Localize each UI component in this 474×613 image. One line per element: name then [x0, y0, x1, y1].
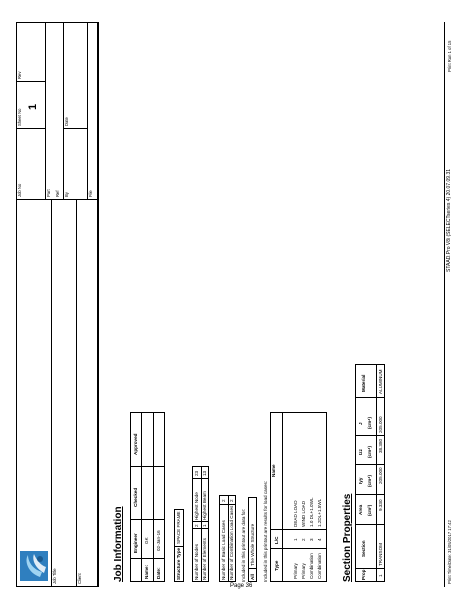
print-run: Print Run 1 of 15 — [447, 40, 452, 72]
sec-unit-izz: (cm⁴) — [367, 446, 372, 458]
rev-label: Rev — [17, 71, 22, 79]
highest-beam-label: Highest Beam — [202, 491, 207, 520]
sec-unit-j: (cm⁴) — [367, 417, 372, 429]
lc-header-type: Type — [274, 560, 279, 571]
sec-unit-area: (cm²) — [367, 504, 372, 516]
sec-header-prop: Prop — [361, 569, 366, 580]
lc-row-lc: 2 — [301, 538, 306, 541]
sec-header-section: Section — [361, 540, 366, 557]
date-value: 02-Jan-16 — [156, 530, 161, 551]
lc-row-type: Primary — [301, 563, 306, 579]
included-data-text: Included in this printout are data for: — [241, 508, 246, 582]
sec-header-material-label: Material — [361, 374, 366, 392]
highest-node-label: Highest Node — [193, 492, 199, 520]
staad-logo — [20, 551, 48, 581]
file-label: File — [88, 190, 93, 197]
elements-label: Number of Elements — [202, 538, 207, 580]
job-title-label: Job Title — [52, 568, 57, 584]
col-checked: Checked — [133, 487, 138, 507]
part-label: Part — [46, 189, 51, 197]
software-version: STAAD.Pro V8i (SELECTseries 4) 20.07.09.31 — [446, 168, 452, 272]
sec-row-prop: 1 — [378, 574, 383, 577]
basic-lc-value: 2 — [220, 499, 226, 502]
lc-row-type: Combination — [309, 553, 314, 579]
rotated-report-sheet — [16, 22, 458, 587]
structure-type-label: Structure Type — [176, 547, 181, 580]
highest-node-value: 23 — [193, 470, 199, 476]
ref-label: Ref — [55, 190, 60, 197]
date-row-label: Date: — [156, 567, 161, 579]
sec-header-iyy: Iyy — [358, 477, 363, 484]
sec-header-izz: Izz — [358, 449, 363, 455]
structure-type-value: SPACE FRAME — [176, 511, 181, 544]
col-approved: Approved — [133, 433, 138, 455]
lc-row-type: Combination — [317, 553, 322, 579]
sec-row-izz: 38.380 — [378, 438, 383, 453]
sheet-no-value: 1 — [27, 103, 39, 110]
sheet-no-label: Sheet No — [17, 108, 22, 126]
date-label: Date — [64, 117, 69, 126]
lc-header-name: Name — [271, 464, 276, 477]
lc-row-name: WIND LOAD — [301, 500, 306, 527]
sec-row-material: ALUMINUM — [378, 369, 383, 394]
all-value: The Whole Structure — [249, 523, 255, 566]
lc-row-type: Primary — [293, 563, 298, 579]
highest-beam-value: 13 — [202, 470, 207, 476]
lc-row-lc: 4 — [317, 538, 322, 541]
job-no-label: Job No — [17, 183, 22, 197]
lc-row-lc: 1 — [293, 538, 298, 541]
elements-value: 1 — [202, 524, 207, 527]
client-label: Client — [77, 573, 82, 584]
combo-lc-label: Number of Combination Load Cases — [229, 505, 234, 580]
included-results-text: Included in this printout are results for load cases: — [263, 480, 268, 582]
sec-row-iyy: 205.000 — [378, 467, 383, 484]
job-information-title: Job Information — [113, 506, 124, 582]
col-engineer: Engineer — [133, 533, 138, 553]
by-label: By — [64, 192, 69, 197]
name-label: Name: — [144, 564, 149, 579]
lc-row-name: DEAD LOAD — [293, 500, 298, 527]
nodes-value: 2 — [193, 524, 199, 527]
sec-header-j: J — [358, 422, 363, 425]
sec-row-section: TRANSOM — [378, 543, 383, 566]
nodes-label: Number of Nodes — [193, 543, 199, 580]
lc-header-lc: L/C — [274, 536, 279, 544]
sec-row-area: 9.330 — [378, 499, 383, 511]
sec-unit-iyy: (cm⁴) — [367, 475, 372, 487]
name-value: GK — [144, 537, 149, 544]
lc-row-name: 1.0 DL+1.0WL — [309, 497, 314, 527]
section-properties-title: Section Properties — [342, 493, 353, 582]
lc-row-name: 1.2DL+1.5WL — [317, 498, 322, 527]
sec-header-area: Area — [358, 504, 363, 515]
lc-row-lc: 3 — [309, 538, 314, 541]
page-number: Page 36 — [230, 583, 253, 589]
combo-lc-value: 2 — [229, 499, 234, 502]
all-label: All — [249, 574, 255, 580]
sec-row-j: 205.000 — [378, 416, 383, 433]
print-time: Print Time/Date: 31/05/2017 17:42 — [447, 520, 452, 584]
basic-lc-label: Number of Basic Load Cases — [220, 520, 226, 580]
